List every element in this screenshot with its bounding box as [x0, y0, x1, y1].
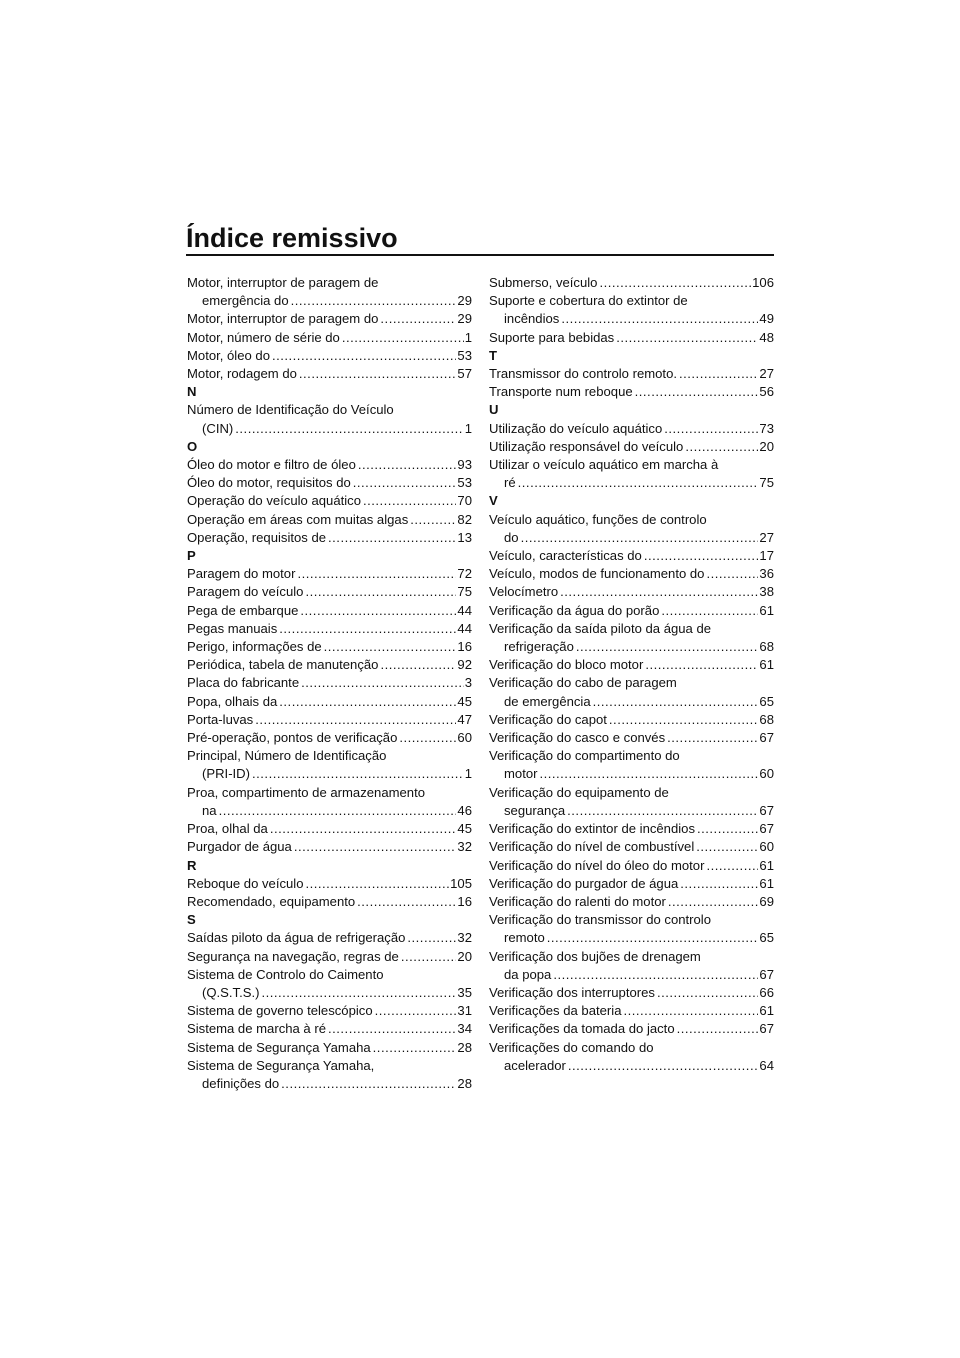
- index-entry: [187, 966, 472, 1002]
- index-entry-text: Placa do fabricante: [187, 675, 300, 691]
- page-title: Índice remissivo: [186, 223, 398, 253]
- index-page-number: 1: [464, 420, 472, 436]
- index-entry-text: Proa, compartimento de armazenamento: [187, 784, 425, 800]
- dot-leader: [401, 948, 457, 966]
- index-page-number: 45: [457, 821, 472, 837]
- index-entry-text: Verificação do nível do óleo do motor: [489, 857, 705, 873]
- index-entry: [489, 1039, 774, 1075]
- dot-leader: [255, 711, 456, 729]
- index-entry-text: Purgador de água: [187, 839, 292, 855]
- index-entry-text: Operação do veículo aquático: [187, 493, 361, 509]
- index-page-number: 73: [759, 420, 774, 436]
- index-entry-continuation: acelerador: [504, 1057, 566, 1073]
- index-entry-text: Operação, requisitos de: [187, 529, 327, 545]
- index-entry-text: Transporte num reboque: [489, 384, 633, 400]
- index-letter-heading: R: [187, 857, 197, 873]
- index-entry: [489, 984, 774, 1002]
- index-entry: [489, 420, 774, 438]
- index-entry-text: Sistema de Controlo do Caimento: [187, 966, 384, 982]
- dot-leader: [680, 875, 758, 893]
- index-page-number: 56: [759, 384, 774, 400]
- index-entry-text: Reboque do veículo: [187, 875, 304, 891]
- dot-leader: [375, 1002, 457, 1020]
- index-page-number: 67: [759, 821, 774, 837]
- index-entry: [187, 1039, 472, 1057]
- dot-leader: [297, 565, 456, 583]
- index-entry: [489, 820, 774, 838]
- index-page-number: 92: [457, 657, 472, 673]
- index-page-number: 61: [759, 1003, 774, 1019]
- index-page-number: 16: [457, 893, 472, 909]
- index-entry-text: Operação em áreas com muitas algas: [187, 511, 409, 527]
- index-page-number: 67: [759, 730, 774, 746]
- index-page-number: 36: [759, 566, 774, 582]
- index-entry-text: Periódica, tabela de manutenção: [187, 657, 379, 673]
- index-entry: [489, 620, 774, 656]
- index-entry-continuation: de emergência: [504, 693, 591, 709]
- index-entry-text: Utilização do veículo aquático: [489, 420, 663, 436]
- index-entry-continuation: do: [504, 529, 519, 545]
- dot-leader: [668, 893, 759, 911]
- index-entry-text: Motor, óleo do: [187, 347, 270, 363]
- index-page-number: 45: [457, 693, 472, 709]
- index-entry-text: Motor, número de série do: [187, 329, 340, 345]
- index-page-number: 16: [457, 639, 472, 655]
- index-entry-text: Transmissor do controlo remoto.: [489, 366, 677, 382]
- index-entry: [187, 602, 472, 620]
- index-page-number: 27: [759, 529, 774, 545]
- index-entry-text: Pré-operação, pontos de verificação: [187, 730, 398, 746]
- dot-leader: [294, 838, 457, 856]
- index-entry: [187, 948, 472, 966]
- dot-leader: [623, 1002, 758, 1020]
- index-page-number: 20: [457, 948, 472, 964]
- dot-leader: [518, 474, 759, 492]
- index-entry-text: Porta-luvas: [187, 711, 254, 727]
- index-page-number: 48: [759, 329, 774, 345]
- index-page-number: 68: [759, 711, 774, 727]
- index-entry: [489, 565, 774, 583]
- index-page-number: 53: [457, 475, 472, 491]
- index-entry: [187, 492, 472, 510]
- dot-leader: [328, 1020, 456, 1038]
- index-entry-text: Verificação do cabo de paragem: [489, 675, 677, 691]
- index-letter-heading: O: [187, 438, 198, 454]
- dot-leader: [568, 1057, 759, 1075]
- index-page-number: 61: [759, 657, 774, 673]
- dot-leader: [679, 365, 758, 383]
- index-page-number: 44: [457, 620, 472, 636]
- index-entry-text: Verificação da saída piloto da água de: [489, 620, 712, 636]
- index-entry: [489, 911, 774, 947]
- index-entry-text: Velocímetro: [489, 584, 559, 600]
- index-page-number: 28: [457, 1075, 472, 1091]
- index-letter-heading: T: [489, 347, 497, 363]
- index-entry: [187, 893, 472, 911]
- index-entry-text: Número de Identificação do Veículo: [187, 402, 394, 418]
- dot-leader: [279, 693, 456, 711]
- index-page-number: 38: [759, 584, 774, 600]
- dot-leader: [270, 820, 457, 838]
- index-entry: [187, 1020, 472, 1038]
- index-entry-text: Verificação do extintor de incêndios: [489, 821, 695, 837]
- index-entry-text: Verificação do equipamento de: [489, 784, 669, 800]
- dot-leader: [272, 347, 456, 365]
- index-entry-text: Verificação dos bujões de drenagem: [489, 948, 701, 964]
- dot-leader: [599, 274, 751, 292]
- index-page-number: 105: [450, 875, 472, 891]
- index-entry-text: Óleo do motor e filtro de óleo: [187, 457, 356, 473]
- index-page-number: 17: [759, 548, 774, 564]
- title-rule: [186, 254, 774, 256]
- index-page-number: 28: [457, 1039, 472, 1055]
- index-entry-text: Paragem do motor: [187, 566, 296, 582]
- index-page-number: 67: [759, 1021, 774, 1037]
- index-entry-text: Motor, interruptor de paragem de: [187, 275, 379, 290]
- dot-leader: [645, 656, 758, 674]
- dot-leader: [235, 420, 463, 438]
- dot-leader: [305, 583, 456, 601]
- index-letter-heading: U: [489, 402, 499, 418]
- index-page-number: 20: [759, 438, 774, 454]
- index-page-number: 75: [457, 584, 472, 600]
- dot-leader: [609, 711, 759, 729]
- index-entry: [489, 729, 774, 747]
- dot-leader: [300, 602, 456, 620]
- index-entry: [187, 711, 472, 729]
- dot-leader: [363, 492, 456, 510]
- index-page-number: 65: [759, 930, 774, 946]
- index-entry-text: Veículo, modos de funcionamento do: [489, 566, 705, 582]
- dot-leader: [281, 1075, 456, 1093]
- dot-leader: [279, 620, 456, 638]
- index-entry: [187, 674, 472, 692]
- dot-leader: [560, 583, 758, 601]
- index-entry: [489, 838, 774, 856]
- index-entry: [489, 602, 774, 620]
- index-page-number: 44: [457, 602, 472, 618]
- index-entry: [187, 274, 472, 310]
- index-page-number: 32: [457, 930, 472, 946]
- dot-leader: [291, 292, 457, 310]
- index-page-number: 29: [457, 293, 472, 309]
- dot-leader: [521, 529, 759, 547]
- index-entry-continuation: segurança: [504, 802, 566, 818]
- index-entry-text: Verificação da água do porão: [489, 602, 660, 618]
- index-entry-text: Sistema de governo telescópico: [187, 1003, 373, 1019]
- dot-leader: [696, 838, 758, 856]
- index-entry-text: Veículo aquático, funções de controlo: [489, 511, 707, 527]
- index-page-number: 66: [759, 984, 774, 1000]
- index-page-number: 3: [464, 675, 472, 691]
- index-entry: [187, 620, 472, 638]
- index-page-number: 46: [457, 802, 472, 818]
- index-entry-text: Verificação dos interruptores: [489, 984, 655, 1000]
- dot-leader: [567, 802, 758, 820]
- index-entry: [489, 383, 774, 401]
- index-entry-text: Pega de embarque: [187, 602, 299, 618]
- index-entry: [187, 820, 472, 838]
- index-entry: [489, 1020, 774, 1038]
- index-entry: [489, 583, 774, 601]
- index-entry-text: Recomendado, equipamento: [187, 893, 356, 909]
- index-entry: [187, 693, 472, 711]
- index-page-number: 13: [457, 529, 472, 545]
- index-page-number: 93: [457, 457, 472, 473]
- index-page-number: 68: [759, 639, 774, 655]
- index-entry: [187, 474, 472, 492]
- index-entry-text: Suporte e cobertura do extintor de: [489, 293, 688, 309]
- dot-leader: [561, 310, 758, 328]
- dot-leader: [357, 893, 456, 911]
- dot-leader: [706, 565, 758, 583]
- dot-leader: [380, 656, 456, 674]
- index-entry: [489, 674, 774, 710]
- index-letter-heading: V: [489, 493, 498, 509]
- index-page-number: 60: [759, 766, 774, 782]
- index-entry: [187, 529, 472, 547]
- index-entry: [489, 784, 774, 820]
- index-page-number: 67: [759, 966, 774, 982]
- index-entry-continuation: motor: [504, 766, 538, 782]
- dot-leader: [635, 383, 759, 401]
- dot-leader: [664, 420, 758, 438]
- index-entry-text: Verificação do purgador de água: [489, 875, 679, 891]
- index-column-left: [187, 274, 472, 1093]
- index-page-number: 82: [457, 511, 472, 527]
- dot-leader: [593, 693, 759, 711]
- dot-leader: [685, 438, 758, 456]
- index-entry: [489, 656, 774, 674]
- index-page-number: 72: [457, 566, 472, 582]
- index-entry-text: Principal, Número de Identificação: [187, 748, 387, 764]
- index-page-number: 61: [759, 875, 774, 891]
- index-entry-text: Sistema de Segurança Yamaha,: [187, 1057, 375, 1073]
- index-entry-text: Verificação do bloco motor: [489, 657, 644, 673]
- dot-leader: [399, 729, 456, 747]
- index-page-number: 1: [464, 766, 472, 782]
- index-entry: [187, 747, 472, 783]
- dot-leader: [661, 602, 758, 620]
- index-entry-text: Sistema de Segurança Yamaha: [187, 1039, 371, 1055]
- dot-leader: [657, 984, 758, 1002]
- dot-leader: [706, 857, 758, 875]
- index-page-number: 1: [464, 329, 472, 345]
- index-page-number: 70: [457, 493, 472, 509]
- index-entry-text: Verificações da tomada do jacto: [489, 1021, 675, 1037]
- dot-leader: [644, 547, 759, 565]
- index-entry-text: Motor, interruptor de paragem do: [187, 311, 379, 327]
- index-entry: [187, 784, 472, 820]
- index-entry: [187, 875, 472, 893]
- index-entry: [489, 893, 774, 911]
- index-entry-continuation: remoto: [504, 930, 545, 946]
- index-letter-heading: N: [187, 384, 197, 400]
- dot-leader: [539, 765, 758, 783]
- index-entry: [489, 292, 774, 328]
- index-letter-heading: S: [187, 912, 196, 928]
- index-entry: [187, 1057, 472, 1093]
- dot-leader: [305, 875, 449, 893]
- index-entry: [489, 948, 774, 984]
- index-entry: [187, 638, 472, 656]
- dot-leader: [677, 1020, 759, 1038]
- index-entry-text: Verificações da bateria: [489, 1003, 622, 1019]
- index-entry: [489, 1002, 774, 1020]
- index-entry: [489, 711, 774, 729]
- dot-leader: [299, 365, 457, 383]
- dot-leader: [342, 329, 464, 347]
- index-page-number: 60: [759, 839, 774, 855]
- index-entry: [489, 857, 774, 875]
- dot-leader: [380, 310, 456, 328]
- index-page-number: 31: [457, 1003, 472, 1019]
- dot-leader: [219, 802, 457, 820]
- index-entry-text: Proa, olhal da: [187, 821, 268, 837]
- index-entry: [489, 438, 774, 456]
- index-entry-text: Perigo, informações de: [187, 639, 322, 655]
- index-entry-text: Popa, olhais da: [187, 693, 278, 709]
- index-entry: [489, 875, 774, 893]
- index-page-number: 67: [759, 802, 774, 818]
- index-letter-heading: P: [187, 548, 196, 564]
- index-entry: [489, 329, 774, 347]
- index-page-number: 49: [759, 311, 774, 327]
- index-page-number: 35: [457, 984, 472, 1000]
- dot-leader: [697, 820, 758, 838]
- index-page-number: 53: [457, 347, 472, 363]
- index-entry: [187, 583, 472, 601]
- index-entry-text: Veículo, características do: [489, 548, 642, 564]
- index-entry-text: Submerso, veículo: [489, 275, 598, 290]
- index-entry-text: Verificação do capot: [489, 711, 607, 727]
- dot-leader: [252, 765, 464, 783]
- index-entry: [187, 729, 472, 747]
- index-page-number: 29: [457, 311, 472, 327]
- index-entry-continuation: incêndios: [504, 311, 560, 327]
- index-entry-text: Verificação do casco e convés: [489, 730, 666, 746]
- index-entry: [187, 347, 472, 365]
- dot-leader: [324, 638, 457, 656]
- index-entry: [187, 511, 472, 529]
- index-entry-continuation: refrigeração: [504, 639, 574, 655]
- index-page-number: 106: [752, 275, 774, 290]
- index-entry: [489, 511, 774, 547]
- dot-leader: [261, 984, 456, 1002]
- index-entry-text: Segurança na navegação, regras de: [187, 948, 399, 964]
- dot-leader: [353, 474, 457, 492]
- index-page-number: 60: [457, 730, 472, 746]
- dot-leader: [667, 729, 758, 747]
- index-entry: [489, 456, 774, 492]
- index-entry-text: Utilizar o veículo aquático em marcha à: [489, 457, 719, 473]
- index-entry-text: Suporte para bebidas: [489, 329, 615, 345]
- index-entry-text: Saídas piloto da água de refrigeração: [187, 930, 406, 946]
- index-entry-text: Pegas manuais: [187, 620, 278, 636]
- index-entry: [489, 365, 774, 383]
- index-entry-text: Verificação do compartimento do: [489, 748, 680, 764]
- index-page-number: 75: [759, 475, 774, 491]
- index-entry-continuation: ré: [504, 475, 516, 491]
- index-entry-continuation: (CIN): [202, 420, 234, 436]
- dot-leader: [553, 966, 758, 984]
- index-entry: [187, 838, 472, 856]
- index-page-number: 61: [759, 602, 774, 618]
- dot-leader: [576, 638, 759, 656]
- index-entry: [187, 1002, 472, 1020]
- dot-leader: [410, 511, 456, 529]
- index-page-number: 57: [457, 366, 472, 382]
- index-entry: [187, 310, 472, 328]
- index-entry: [187, 329, 472, 347]
- index-entry: [187, 565, 472, 583]
- index-entry-continuation: emergência do: [202, 293, 289, 309]
- index-page-number: 27: [759, 366, 774, 382]
- index-entry-continuation: na: [202, 802, 217, 818]
- index-entry: [187, 929, 472, 947]
- index-page-number: 65: [759, 693, 774, 709]
- dot-leader: [328, 529, 456, 547]
- index-entry-text: Verificação do nível de combustível: [489, 839, 695, 855]
- dot-leader: [547, 929, 759, 947]
- index-page-number: 61: [759, 857, 774, 873]
- index-page-number: 64: [759, 1057, 774, 1073]
- index-entry-text: Verificações do comando do: [489, 1039, 654, 1055]
- index-entry: [489, 274, 774, 292]
- index-entry-text: Paragem do veículo: [187, 584, 304, 600]
- index-entry: [489, 547, 774, 565]
- index-page-number: 47: [457, 711, 472, 727]
- index-entry-text: Motor, rodagem do: [187, 366, 297, 382]
- dot-leader: [358, 456, 457, 474]
- index-entry-continuation: definições do: [202, 1075, 280, 1091]
- index-entry-continuation: (PRI-ID): [202, 766, 251, 782]
- index-entry-text: Verificação do ralenti do motor: [489, 893, 666, 909]
- index-entry-text: Sistema de marcha à ré: [187, 1021, 326, 1037]
- index-entry-text: Óleo do motor, requisitos do: [187, 475, 351, 491]
- index-entry: [489, 747, 774, 783]
- dot-leader: [373, 1039, 457, 1057]
- index-entry: [187, 456, 472, 474]
- dot-leader: [301, 674, 464, 692]
- index-page-number: 69: [759, 893, 774, 909]
- index-page-number: 32: [457, 839, 472, 855]
- index-entry-text: Utilização responsável do veículo: [489, 438, 684, 454]
- dot-leader: [407, 929, 456, 947]
- index-entry-continuation: (Q.S.T.S.): [202, 984, 260, 1000]
- dot-leader: [616, 329, 758, 347]
- index-entry-text: Verificação do transmissor do controlo: [489, 912, 711, 928]
- index-entry: [187, 656, 472, 674]
- index-page-number: 34: [457, 1021, 472, 1037]
- index-entry: [187, 365, 472, 383]
- index-column-right: [489, 274, 774, 1075]
- index-entry-continuation: da popa: [504, 966, 552, 982]
- index-entry: [187, 401, 472, 437]
